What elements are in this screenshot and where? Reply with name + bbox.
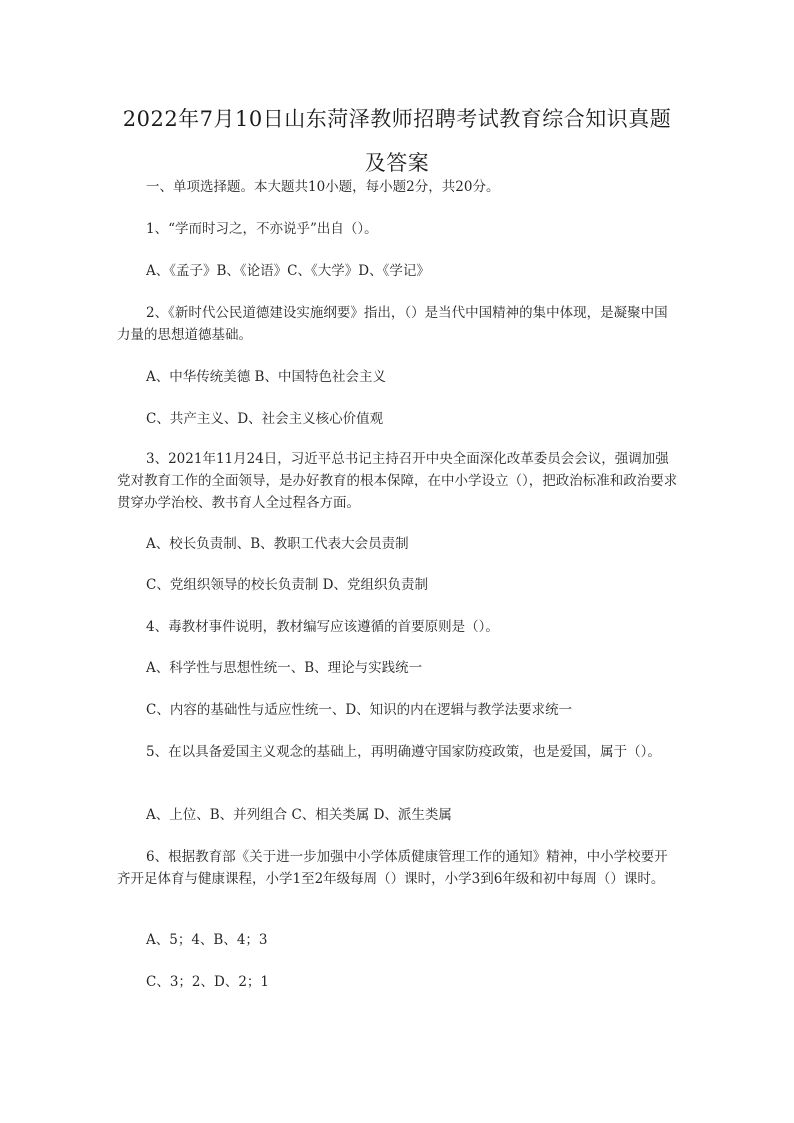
question-5-stem: 5、在以具备爱国主义观念的基础上，再明确遵守国家防疫政策，也是爱国，属于（）。 [146, 744, 661, 760]
question-4-options-cd: C、内容的基础性与适应性统一、D、知识的内在逻辑与教学法要求统一 [146, 702, 573, 718]
question-1-stem: 1、“学而时习之，不亦说乎”出自（）。 [146, 221, 378, 237]
document-title-line-1: 2022年7月10日山东菏泽教师招聘考试教育综合知识真题 [122, 107, 672, 131]
question-6-stem: 6、根据教育部《关于进一步加强中小学体质健康管理工作的通知》精神，中小学校要开齐开足体育与健康课程，小学1至2年级每周（）课时，小学3到6年级和初中每周（）课时。 [117, 849, 668, 887]
question-3-options-ab: A、校长负责制、B、教职工代表大会员责制 [146, 536, 409, 552]
question-1-options: A、《孟子》B、《论语》C、《大学》D、《学记》 [146, 263, 430, 279]
question-5-options: A、上位、B、并列组合 C、相关类属 D、派生类属 [146, 807, 452, 823]
question-4-stem: 4、毒教材事件说明，教材编写应该遵循的首要原则是（）。 [146, 619, 499, 635]
question-3-stem: 3、2021年11月24日，习近平总书记主持召开中央全面深化改革委员会会议，强调加强党对教育工作的全面领导，是办好教育的根本保障，在中小学设立（），把政治标准和政治要求贯穿办学治校、教书育人全过程各方面。 [117, 451, 678, 511]
document-title-line-2: 及答案 [364, 151, 430, 175]
question-3-options-cd: C、党组织领导的校长负责制 D、党组织负责制 [146, 577, 428, 593]
question-2-options-cd: C、共产主义、D、社会主义核心价值观 [146, 411, 384, 427]
question-2-options-ab: A、中华传统美德 B、中国特色社会主义 [146, 369, 386, 385]
question-6-options-ab: A、5；4、B、4；3 [146, 932, 268, 948]
question-6-options-cd: C、3；2、D、2；1 [146, 974, 270, 990]
question-4-options-ab: A、科学性与思想性统一、B、理论与实践统一 [146, 660, 423, 676]
question-2-stem: 2、《新时代公民道德建设实施纲要》指出，（）是当代中国精神的集中体现，是凝聚中国力量的思想道德基础。 [117, 305, 668, 343]
section-heading: 一、单项选择题。本大题共10小题，每小题2分，共20分。 [146, 179, 500, 195]
